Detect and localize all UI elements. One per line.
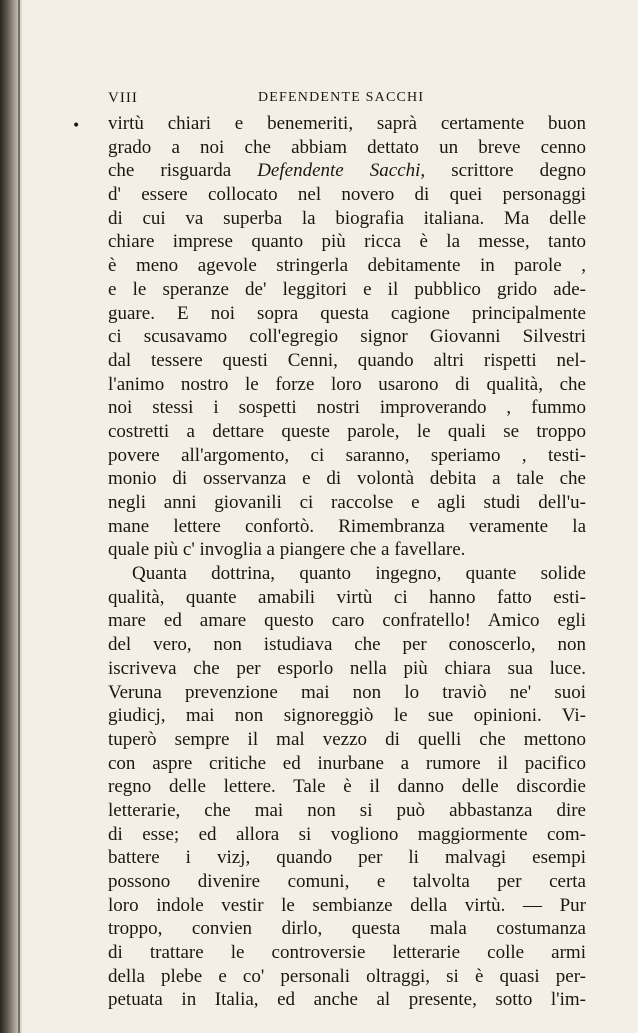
text-line: è meno agevole stringerla debitamente in parole , bbox=[108, 255, 586, 277]
text-line: l'animo nostro le forze loro usarono di qualità, che bbox=[108, 373, 586, 395]
text-line: possono divenire comuni, e talvolta per certa bbox=[108, 871, 586, 892]
text-line: qualità, quante amabili virtù ci hanno fatto esti- bbox=[108, 586, 586, 608]
text-line: mane lettere confortò. Rimembranza veramente la bbox=[108, 515, 586, 537]
margin-mark: • bbox=[72, 118, 81, 134]
running-head bbox=[108, 90, 586, 112]
text-line: d' essere collocato nel novero di quei personaggi bbox=[108, 184, 586, 206]
text-line: guare. E noi sopra questa cagione principalmente bbox=[108, 302, 586, 324]
text-line: con aspre critiche ed inurbane a rumore il pacifico bbox=[108, 752, 586, 774]
page-number: VIII bbox=[108, 90, 138, 106]
text-line: della plebe e co' personali oltraggi, si è quasi per- bbox=[108, 965, 586, 987]
text-line: loro indole vestir le sembianze della virtù. — Pur bbox=[108, 894, 586, 916]
text-line: virtù chiari e benemeriti, saprà certamente buon bbox=[108, 113, 586, 134]
body-text bbox=[108, 112, 586, 1012]
text-line: costretti a dettare queste parole, le quali se troppo bbox=[108, 420, 586, 442]
paragraph-1 bbox=[108, 112, 586, 562]
text-line: ci scusavamo coll'egregio signor Giovanni Silvestri bbox=[108, 326, 586, 348]
book-page bbox=[108, 90, 586, 1012]
text-line: giudicj, mai non signoreggiò le sue opinioni. Vi- bbox=[108, 705, 586, 727]
text-line: povere all'argomento, ci saranno, speriamo , testi- bbox=[108, 444, 586, 466]
text-line: del vero, non istudiava che per conoscerlo, non bbox=[108, 634, 586, 656]
text-line: mare ed amare questo caro confratello! Amico egli bbox=[108, 610, 586, 632]
running-title: DEFENDENTE SACCHI bbox=[258, 90, 425, 105]
text-line: troppo, convien dirlo, questa mala costumanza bbox=[108, 918, 586, 940]
text-line: letterarie, che mai non si può abbastanza dire bbox=[108, 799, 586, 821]
paragraph-2 bbox=[108, 562, 586, 1012]
text-segment: che risguarda bbox=[108, 160, 258, 182]
text-line: Quanta dottrina, quanto ingegno, quante solide bbox=[132, 563, 586, 585]
text-line: petuata in Italia, ed anche al presente, sotto l'im- bbox=[108, 989, 586, 1011]
text-line: Veruna prevenzione mai non lo traviò ne' suoi bbox=[108, 681, 586, 703]
text-line-with-name bbox=[108, 159, 586, 183]
text-line: quale più c' invoglia a piangere che a favellare. bbox=[108, 539, 466, 561]
text-line: noi stessi i sospetti nostri improverando , fummo bbox=[108, 397, 586, 419]
text-line: battere i vizj, quando per li malvagi esempi bbox=[108, 847, 586, 869]
text-line: tuperò sempre il mal vezzo di quelli che mettono bbox=[108, 728, 586, 750]
text-line: dal tessere questi Cenni, quando altri rispetti nel- bbox=[108, 349, 586, 371]
text-line: monio di osservanza e di volontà debita a tale che bbox=[108, 468, 586, 490]
text-line: di cui va superba la biografia italiana. Ma delle bbox=[108, 207, 586, 229]
text-line: grado a noi che abbiam dettato un breve cenno bbox=[108, 136, 586, 158]
text-line: di trattare le controversie letterarie colle armi bbox=[108, 942, 586, 964]
binding-fold-line bbox=[18, 0, 20, 1033]
text-segment: scrittore degno bbox=[425, 160, 587, 182]
text-line: iscriveva che per esporlo nella più chiara sua luce. bbox=[108, 657, 586, 679]
text-line: chiare imprese quanto più ricca è la messe, tanto bbox=[108, 231, 586, 253]
text-line: e le speranze de' leggitori e il pubblico grido ade- bbox=[108, 278, 586, 300]
text-line: di esse; ed allora si vogliono maggiormente com- bbox=[108, 823, 586, 845]
italic-name: Defendente Sacchi, bbox=[257, 160, 426, 182]
text-line: regno delle lettere. Tale è il danno delle discordie bbox=[108, 776, 586, 798]
text-line: negli anni giovanili ci raccolse e agli studi dell'u- bbox=[108, 492, 586, 513]
